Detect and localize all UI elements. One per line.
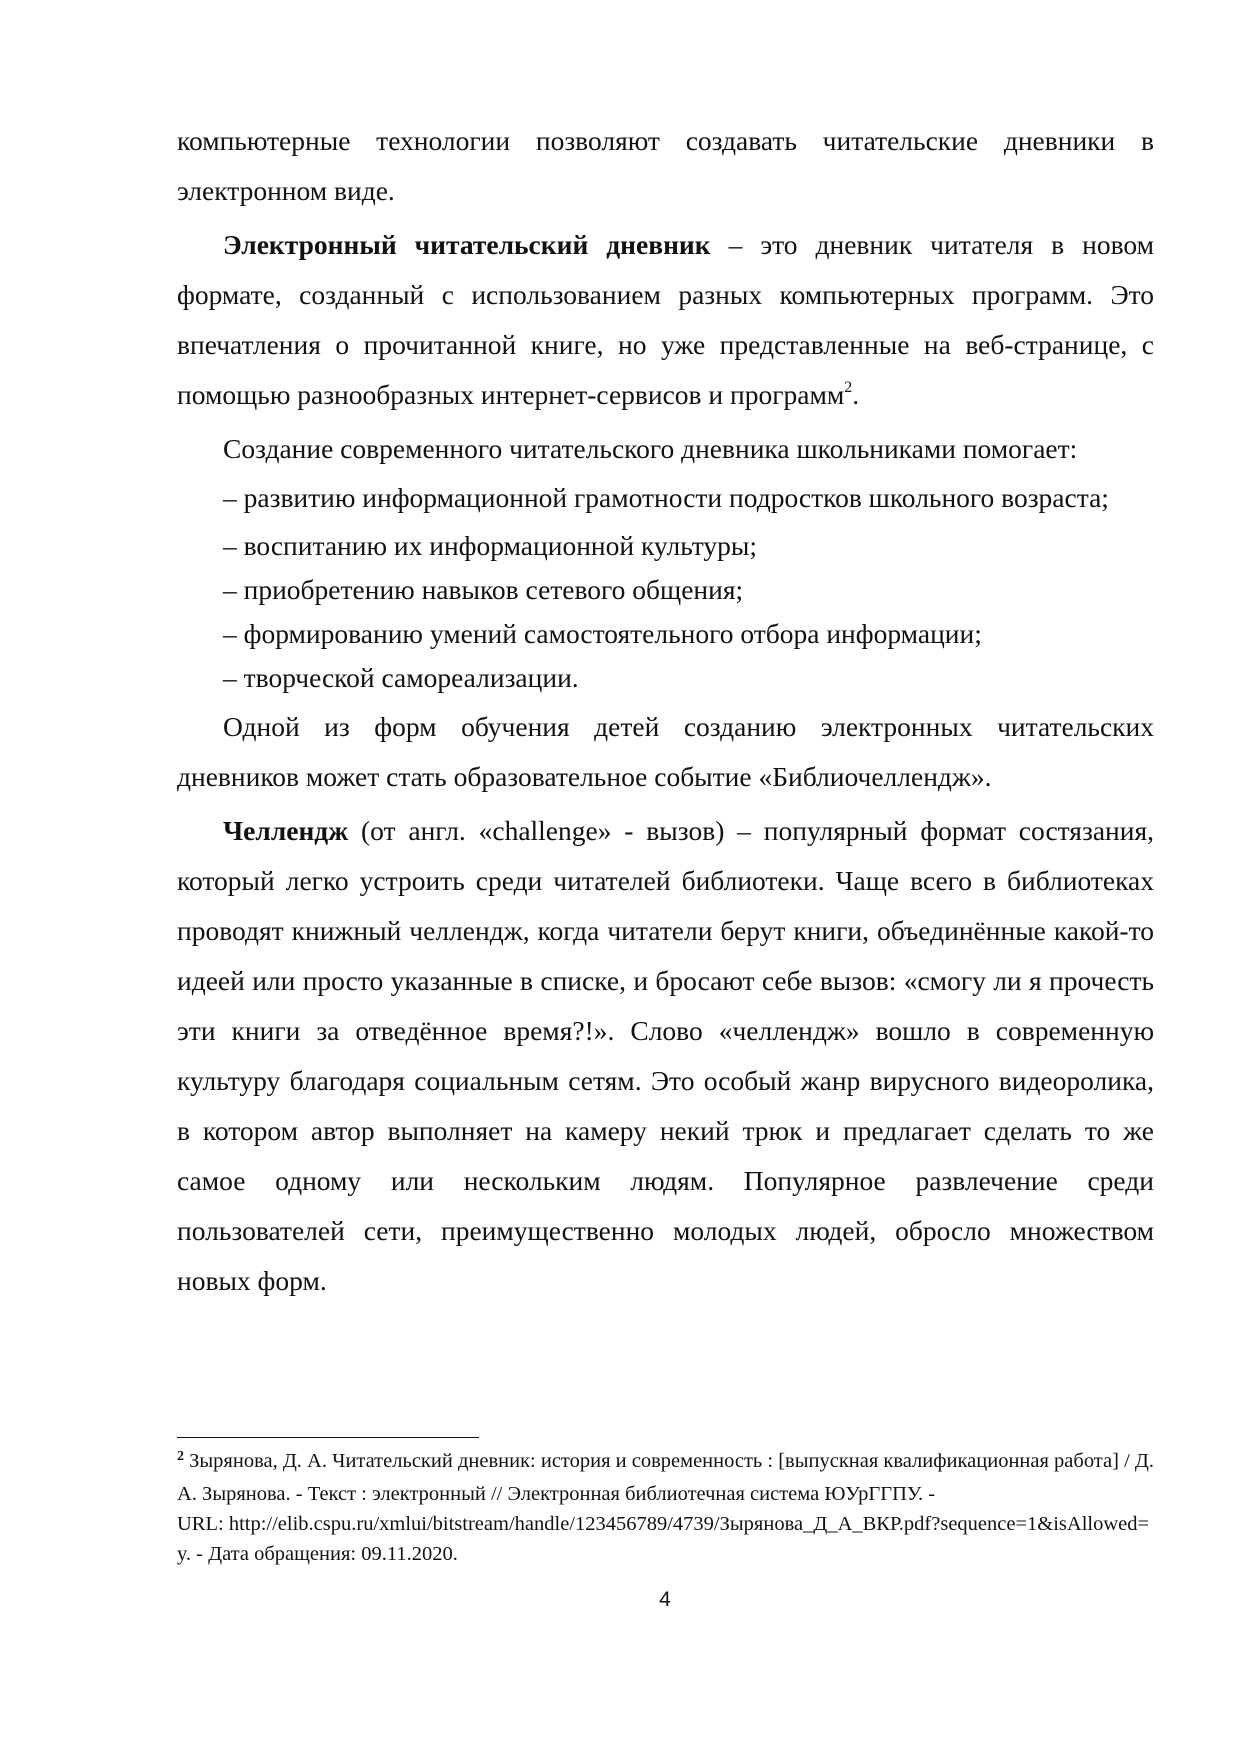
definition-end: .	[852, 379, 860, 410]
footnote-reference[interactable]: 2	[844, 378, 853, 396]
list-item: – развитию информационной грамотности подростков школьного возраста;	[223, 482, 1109, 513]
footnote-separator	[177, 1437, 479, 1438]
paragraph-definition-challenge	[177, 806, 1154, 1306]
footnote-text: Зырянова, Д. А. Читательский дневник: история и современность : [выпускная квалификационная работа] / Д. А. Зырянова. - Текст : электронный // Электронная библиотечная система ЮУрГГПУ. -	[177, 1450, 1154, 1505]
paragraph-definition-diary	[177, 220, 1154, 420]
list-item: – творческой самореализации.	[223, 662, 579, 693]
list-item: – формированию умений самостоятельного отбора информации;	[223, 618, 982, 649]
footnote-citation	[177, 1446, 1159, 1509]
challenge-definition-text: (от англ. «challenge» - вызов) – популярный формат состязания, который легко устроить среди читателей библиотеки. Чаще всего в библиотеках проводят книжный челлендж, когда читатели берут книги, объединённые какой-то идеей или просто указанные в списке, и бросают себе вызов: «смогу ли я прочесть эти книги за отведённое время?!». Слово «челлендж» вошло в современную культуру благодаря социальным сетям. Это особый жанр вирусного видеоролика, в котором автор выполняет на камеру некий трюк и предлагает сделать то же самое одному или нескольким людям. Популярное развлечение среди пользователей сети, преимущественно молодых людей, обросло множеством новых форм.	[177, 815, 1154, 1296]
list-item: – приобретению навыков сетевого общения;	[223, 574, 744, 605]
page-number: 4	[659, 1588, 671, 1611]
footnote-mark: 2	[177, 1449, 184, 1464]
footnote-url[interactable]: URL: http://elib.cspu.ru/xmlui/bitstream/handle/123456789/4739/Зырянова_Д_А_ВКР.pdf?sequence=1&isAllowed=y. - Дата обращения: 09.11.2020.	[177, 1513, 1150, 1565]
paragraph-bibliochallenge: Одной из форм обучения детей созданию электронных читательских дневников может стать образовательное событие «Библиочеллендж».	[177, 711, 1154, 792]
paragraph-benefits-intro: Создание современного читательского дневника школьниками помогает:	[223, 433, 1078, 464]
term-electronic-diary: Электронный читательский дневник	[223, 229, 711, 260]
footnote	[177, 1446, 1159, 1569]
list-item: – воспитанию их информационной культуры;	[223, 530, 757, 561]
paragraph-continuation: компьютерные технологии позволяют создавать читательские дневники в электронном виде.	[177, 125, 1154, 206]
main-text	[177, 116, 1154, 1306]
definition-text: – это дневник читателя в новом формате, созданный с использованием разных компьютерных программ. Это впечатления о прочитанной книге, но уже представленные на веб-странице, с помощью разнообразных интернет-сервисов и программ	[177, 229, 1154, 410]
term-challenge: Челлендж	[223, 815, 349, 846]
